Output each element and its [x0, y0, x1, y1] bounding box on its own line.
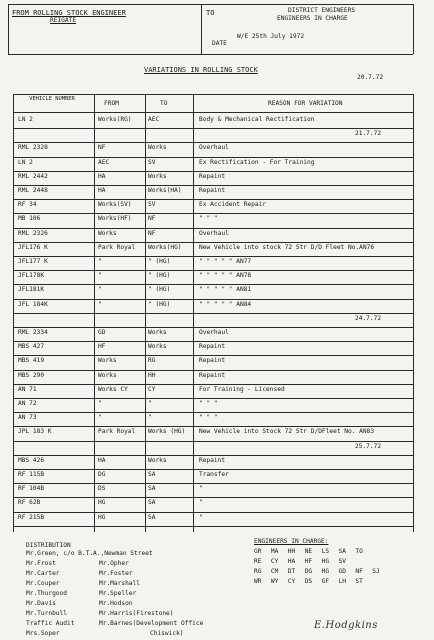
row-divider — [13, 441, 413, 442]
from-depot: Works — [98, 229, 117, 237]
distribution-name: Mr.Hodson — [99, 600, 133, 607]
from-depot: DS — [98, 485, 106, 493]
distribution-name: Mr.Speller — [99, 590, 137, 597]
vehicle-number: MBS 426 — [18, 456, 45, 464]
reason: Repaint — [199, 371, 226, 379]
reason: Body & Mechanical Rectification — [199, 116, 315, 123]
to-depot: " (HG) — [148, 258, 171, 265]
row-divider — [13, 185, 413, 186]
to-depot: " (HG) — [148, 300, 171, 308]
row-date: 24.7.72 — [355, 314, 382, 322]
vehicle-number: MBS 290 — [18, 371, 45, 379]
reason: Ex Accident Repair — [199, 201, 267, 209]
reason: " — [199, 499, 203, 507]
distribution-label: DISTRIBUTION — [26, 542, 71, 549]
row-divider — [13, 128, 413, 129]
row-divider — [13, 199, 413, 200]
vehicle-number: RML 2334 — [18, 329, 48, 336]
row-divider — [13, 384, 413, 385]
to-depot: " (HG) — [148, 286, 171, 294]
reason: " " " " " AN81 — [199, 286, 252, 294]
reason: " " " " " AN77 — [199, 258, 252, 265]
to-depot: " — [148, 400, 152, 407]
from-depot: NF — [98, 144, 106, 152]
date-label: DATE — [212, 40, 227, 47]
to-depot: HH — [148, 371, 156, 379]
row-divider — [13, 497, 413, 498]
to-depot: AEC — [148, 116, 160, 123]
row-divider — [13, 455, 413, 456]
from-depot: Works — [98, 371, 117, 379]
distribution-name: Mr.Opher — [99, 560, 129, 567]
from-depot: Park Royal — [98, 428, 136, 436]
engineers-label: ENGINEERS IN CHARGE: — [254, 538, 329, 545]
vehicle-number: RF 34 — [18, 201, 37, 209]
vehicle-number: RF 115B — [18, 471, 45, 478]
col-vehicle-header: VEHICLE NUMBER — [29, 96, 75, 102]
from-depot: GD — [98, 329, 106, 336]
reason: Repaint — [199, 343, 226, 351]
to-depot: SV — [148, 201, 156, 209]
to-depot: Works(HA) — [148, 187, 182, 194]
to-depot: Works(HG) — [148, 243, 182, 251]
from-depot: HA — [98, 172, 106, 180]
vehicle-number: RF 104B — [18, 485, 45, 493]
from-depot: DG — [98, 471, 106, 478]
from-sub: REIGATE — [50, 17, 77, 24]
reason: For Training - Licensed — [199, 385, 285, 393]
engineer-depot-codes: RE CY HA HF HG SV — [254, 558, 346, 565]
row-divider — [13, 469, 413, 470]
row-divider — [13, 213, 413, 214]
reason: " " " " " AN78 — [199, 272, 252, 280]
to-depot: Works (HG) — [148, 428, 186, 436]
vehicle-number: RML 2442 — [18, 172, 48, 180]
row-divider — [13, 526, 413, 527]
engineer-depot-codes: RG CM DT DG HG GD NF SJ — [254, 568, 380, 575]
to-depot: SA — [148, 513, 156, 521]
row-divider — [13, 313, 413, 314]
row-divider — [13, 256, 413, 257]
to-depot: SV — [148, 158, 156, 166]
vehicle-number: JFL176 K — [18, 243, 48, 251]
from-depot: " — [98, 272, 102, 280]
distribution-name: Mr.Thurgood — [26, 590, 67, 597]
vehicle-number: MB 106 — [18, 215, 41, 223]
col-reason-header: REASON FOR VARIATION — [268, 100, 343, 107]
distribution-name: Mr.Carter — [26, 570, 60, 577]
vehicle-number: LN 2 — [18, 158, 33, 166]
distribution-name: Chiswick) — [150, 630, 184, 637]
signature: E.Hodgkins — [314, 620, 378, 631]
col-from-header: FROM — [104, 100, 119, 107]
reason: " " " — [199, 215, 218, 223]
from-label: FROM ROLLING STOCK ENGINEER — [12, 9, 126, 17]
row-divider — [13, 370, 413, 371]
to-depot: Works — [148, 329, 167, 336]
reason: Repaint — [199, 187, 226, 194]
to-depot: Works — [148, 144, 167, 152]
row-divider — [13, 483, 413, 484]
reason: Transfer — [199, 471, 229, 478]
row-divider — [13, 341, 413, 342]
to-depot: Works — [148, 343, 167, 351]
distribution-name: Mr.Harris(Firestone) — [99, 610, 174, 617]
to-depot: NF — [148, 215, 156, 223]
reason: " — [199, 513, 203, 521]
from-depot: HA — [98, 456, 106, 464]
distribution-name: Mr.Green, c/o B.T.A.,Newman Street — [26, 550, 153, 557]
distribution-name: Mr.Davis — [26, 600, 56, 607]
from-depot: Works CY — [98, 385, 128, 393]
vehicle-number: RF 62B — [18, 499, 41, 507]
reason: New Vehicle into Stock 72 Str D/DFleet No. AN83 — [199, 428, 375, 436]
from-depot: " — [98, 286, 102, 294]
reason: " — [199, 485, 203, 493]
from-depot: HA — [98, 187, 106, 194]
row-divider — [13, 171, 413, 172]
reason: Repaint — [199, 456, 226, 464]
row-divider — [13, 426, 413, 427]
to-depot: " (HG) — [148, 272, 171, 280]
to-depot: SA — [148, 485, 156, 493]
row-divider — [13, 327, 413, 328]
col-to-header: TO — [160, 100, 168, 107]
vehicle-number: JFL181K — [18, 286, 45, 294]
row-divider — [13, 398, 413, 399]
reason: Overhaul — [199, 144, 229, 152]
row-divider — [13, 270, 413, 271]
engineer-depot-codes: GR MA HH NE LS SA TO — [254, 548, 363, 555]
to-label: TO — [206, 9, 215, 17]
from-depot: Works(HF) — [98, 215, 132, 223]
vehicle-number: RML 2326 — [18, 229, 48, 237]
row-divider — [13, 157, 413, 158]
to-depot: SA — [148, 471, 156, 478]
reason: Overhaul — [199, 329, 229, 336]
vehicle-number: AN 71 — [18, 385, 37, 393]
row-divider — [13, 228, 413, 229]
distribution-name: Mr.Turnbull — [26, 610, 67, 617]
vehicle-number: JPL 183 K — [18, 428, 52, 436]
vehicle-number: LN 2 — [18, 116, 33, 123]
to-depot: Works — [148, 456, 167, 464]
vehicle-number: AN 72 — [18, 400, 37, 407]
row-divider — [13, 412, 413, 413]
distribution-name: Mr.Frost — [26, 560, 56, 567]
row-date: 25.7.72 — [355, 442, 382, 450]
distribution-name: Mr.Couper — [26, 580, 60, 587]
distribution-name: Mr.Marshall — [99, 580, 140, 587]
reason: " " " — [199, 414, 218, 422]
from-depot: " — [98, 400, 102, 407]
from-depot: Works — [98, 357, 117, 365]
reason: Overhaul — [199, 229, 229, 237]
to-line2: ENGINEERS IN CHARGE — [277, 15, 348, 22]
date-value: W/E 25th July 1972 — [237, 33, 305, 40]
row-divider — [13, 284, 413, 285]
to-depot: RG — [148, 357, 156, 365]
from-depot: Park Royal — [98, 243, 136, 251]
reason: " " " " " AN84 — [199, 300, 252, 308]
row-divider — [13, 142, 413, 143]
distribution-name: Mrs.Soper — [26, 630, 60, 637]
row-date: 21.7.72 — [355, 130, 382, 138]
distribution-name: Traffic Audit — [26, 620, 75, 627]
engineer-depot-codes: WR WY CY DS GF LH ST — [254, 578, 363, 585]
vehicle-number: JFL177 K — [18, 258, 48, 265]
to-depot: SA — [148, 499, 156, 507]
reason: New Vehicle into stock 72 Str D/D Fleet No.AN76 — [199, 243, 375, 251]
row-divider — [13, 512, 413, 513]
vehicle-number: RML 2448 — [18, 187, 48, 194]
reason: Ex Rectification - For Training — [199, 158, 315, 166]
from-depot: HF — [98, 343, 106, 351]
to-depot: " — [148, 414, 152, 422]
from-depot: Works(RG) — [98, 116, 132, 123]
from-depot: " — [98, 300, 102, 308]
from-depot: HG — [98, 499, 106, 507]
document-title: VARIATIONS IN ROLLING STOCK — [144, 66, 258, 74]
vehicle-number: RML 2328 — [18, 144, 48, 152]
to-depot: Works — [148, 172, 167, 180]
to-depot: NF — [148, 229, 156, 237]
from-depot: " — [98, 414, 102, 422]
reason: Repaint — [199, 357, 226, 365]
vehicle-number: MBS 427 — [18, 343, 45, 351]
to-depot: CY — [148, 385, 156, 393]
top-date: 20.7.72 — [357, 74, 384, 81]
vehicle-number: JFL 184K — [18, 300, 48, 308]
from-depot: Works(SV) — [98, 201, 132, 209]
row-divider — [13, 355, 413, 356]
reason: Repaint — [199, 172, 226, 180]
distribution-name: Mr.Barnes(Development Office — [99, 620, 204, 627]
row-divider — [13, 299, 413, 300]
from-depot: " — [98, 258, 102, 265]
to-line1: DISTRICT ENGINEERS — [288, 7, 356, 14]
vehicle-number: RF 215B — [18, 513, 45, 521]
vehicle-number: AN 73 — [18, 414, 37, 422]
vehicle-number: JFL178K — [18, 272, 45, 280]
reason: " " " — [199, 400, 218, 407]
from-depot: AEC — [98, 158, 110, 166]
distribution-name: Mr.Foster — [99, 570, 133, 577]
row-divider — [13, 242, 413, 243]
from-depot: HG — [98, 513, 106, 521]
vehicle-number: MBS 419 — [18, 357, 45, 365]
